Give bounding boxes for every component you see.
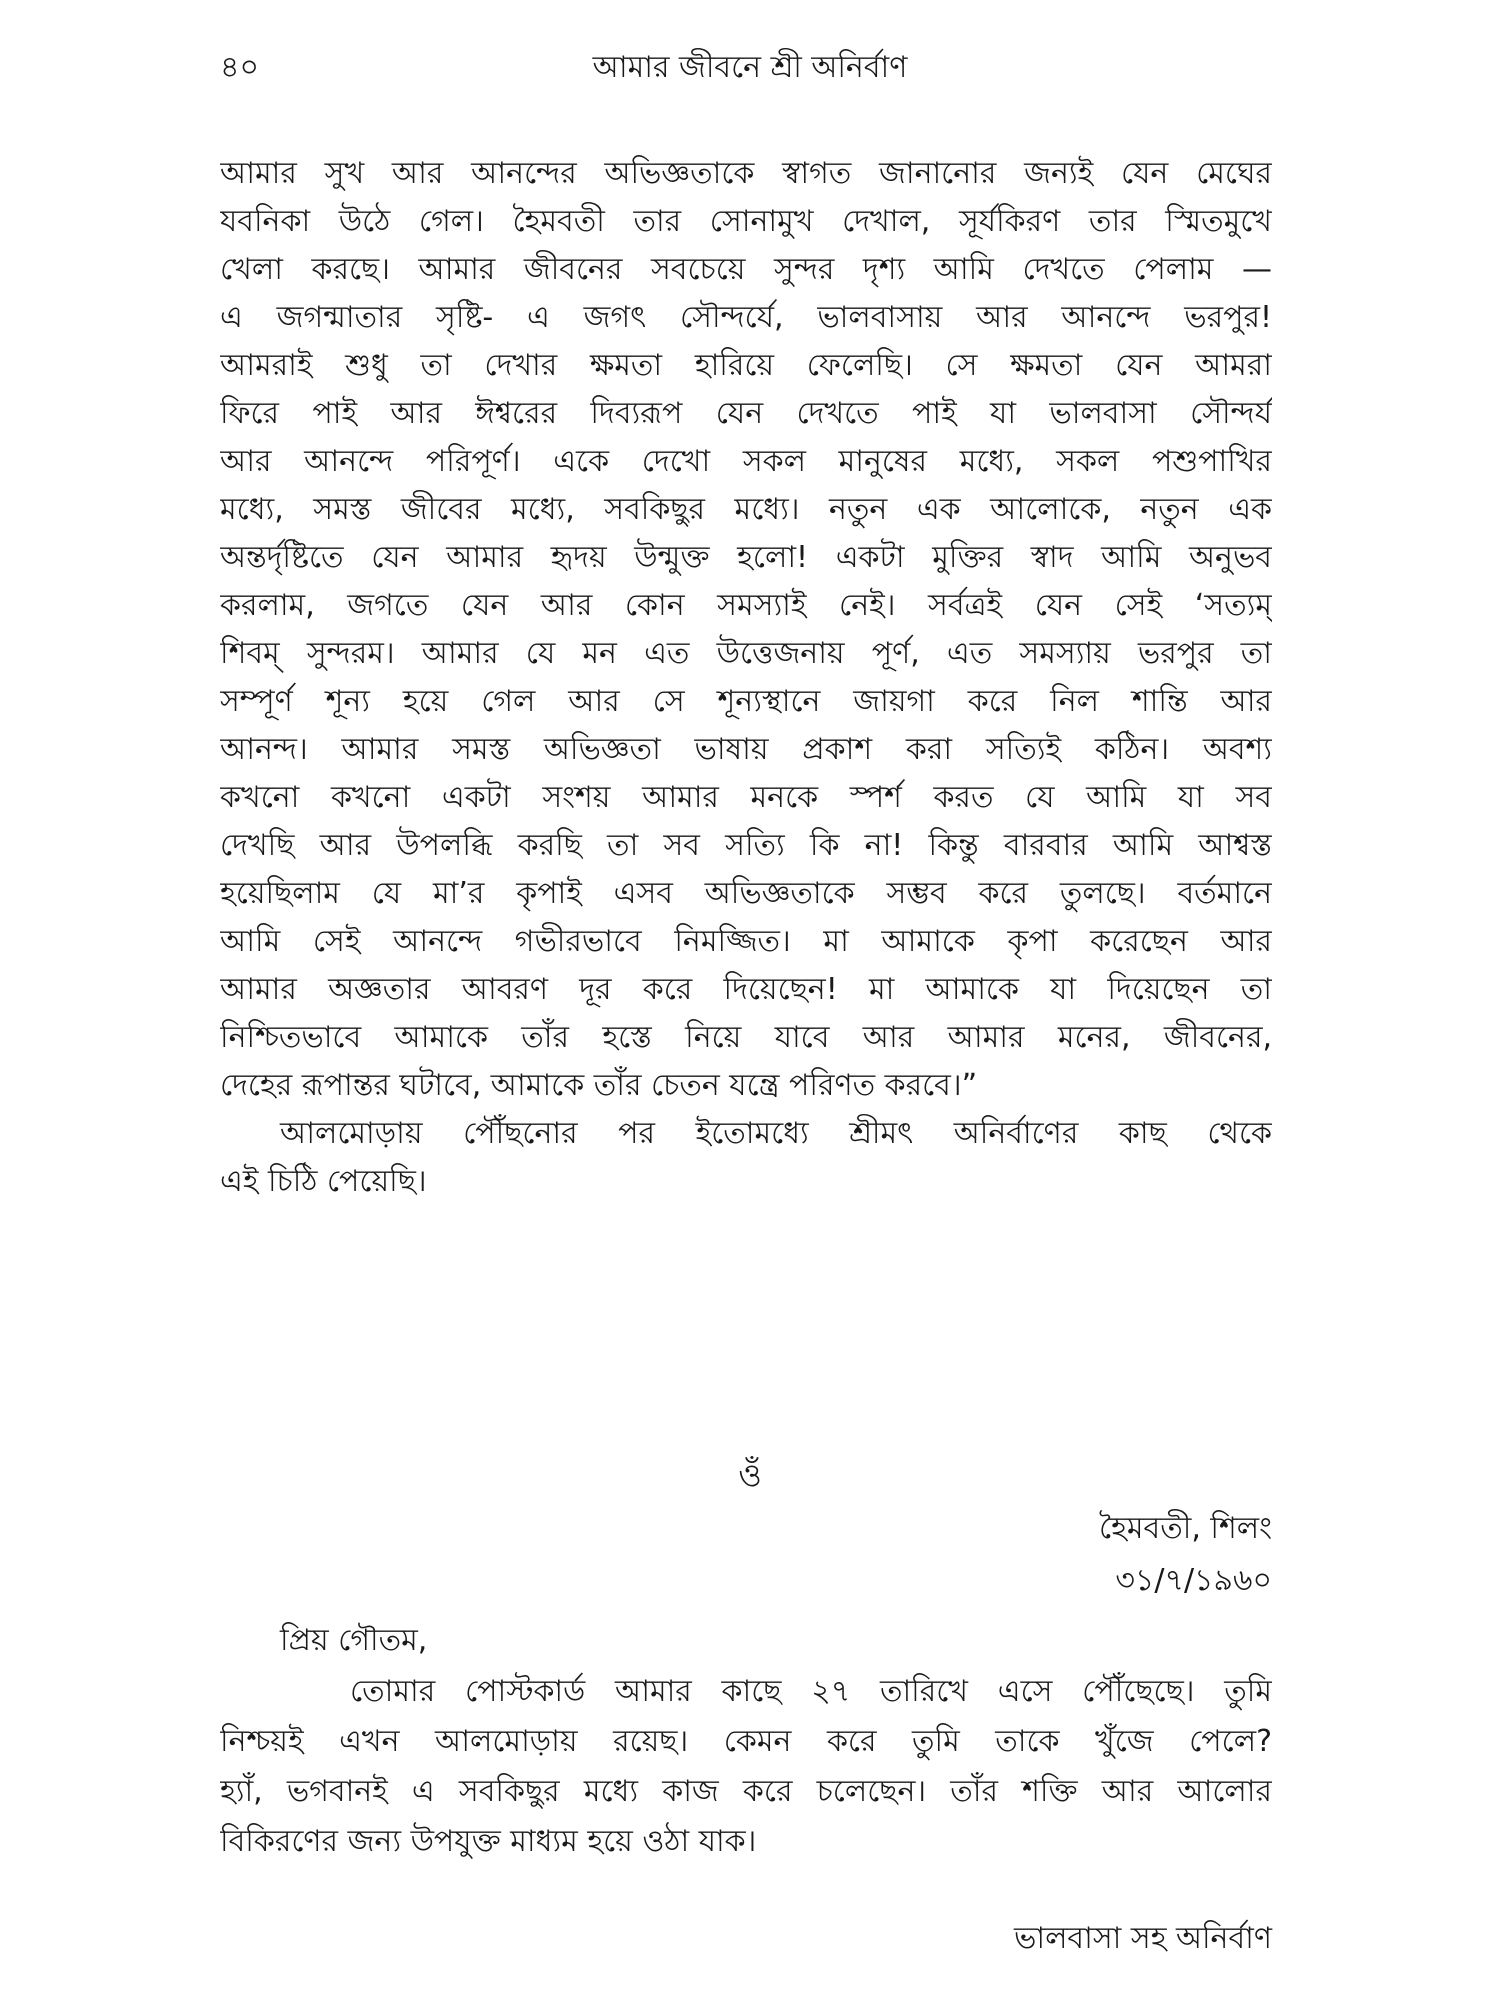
letter-date: ৩১/৭/১৯৬০ — [1115, 1563, 1272, 1598]
text-line: আমার সুখ আর আনন্দের অভিজ্ঞতাকে স্বাগত জানানোর জন্যই যেন মেঘের — [220, 156, 1272, 191]
text-line: ফিরে পাই আর ঈশ্বরের দিব্যরূপ যেন দেখতে পাই যা ভালবাসা সৌন্দর্য — [220, 396, 1272, 431]
text-line: আনন্দ। আমার সমস্ত অভিজ্ঞতা ভাষায় প্রকাশ করা সত্যিই কঠিন। অবশ্য — [220, 732, 1272, 767]
letter-line: তোমার পোস্টকার্ড আমার কাছে ২৭ তারিখে এসে পৌঁছেছে। তুমি — [350, 1674, 1272, 1709]
text-line: অন্তর্দৃষ্টিতে যেন আমার হৃদয় উন্মুক্ত হলো! একটা মুক্তির স্বাদ আমি অনুভব — [220, 540, 1272, 575]
letter-body — [220, 1615, 1272, 1867]
text-line: আলমোড়ায় পৌঁছনোর পর ইতোমধ্যে শ্রীমৎ অনির্বাণের কাছ থেকে — [280, 1116, 1272, 1151]
text-line: কখনো কখনো একটা সংশয় আমার মনকে স্পর্শ করত যে আমি যা সব — [220, 780, 1272, 815]
letter-line: নিশ্চয়ই এখন আলমোড়ায় রয়েছ। কেমন করে তুমি তাকে খুঁজে পেলে? — [220, 1724, 1272, 1759]
main-text — [220, 150, 1272, 1206]
text-line: দেহের রূপান্তর ঘটাবে, আমাকে তাঁর চেতন যন্ত্রে পরিণত করবে।” — [220, 1068, 978, 1103]
text-line: খেলা করছে। আমার জীবনের সবচেয়ে সুন্দর দৃশ্য আমি দেখতে পেলাম — — [220, 252, 1272, 287]
running-title: আমার জীবনে শ্রী অনির্বাণ — [592, 50, 908, 85]
page-number: ৪০ — [220, 50, 259, 85]
text-line: মধ্যে, সমস্ত জীবের মধ্যে, সবকিছুর মধ্যে। নতুন এক আলোকে, নতুন এক — [220, 492, 1272, 527]
text-line: নিশ্চিতভাবে আমাকে তাঁর হস্তে নিয়ে যাবে আর আমার মনের, জীবনের, — [220, 1020, 1272, 1055]
text-line: আমার অজ্ঞতার আবরণ দূর করে দিয়েছেন! মা আমাকে যা দিয়েছেন তা — [220, 972, 1272, 1007]
text-line: আর আনন্দে পরিপূর্ণ। একে দেখো সকল মানুষের মধ্যে, সকল পশুপাখির — [220, 444, 1272, 479]
text-line: দেখছি আর উপলব্ধি করছি তা সব সত্যি কি না! কিন্তু বারবার আমি আশ্বস্ত — [220, 828, 1272, 863]
text-line: আমি সেই আনন্দে গভীরভাবে নিমজ্জিত। মা আমাকে কৃপা করেছেন আর — [220, 924, 1272, 959]
text-line: এই চিঠি পেয়েছি। — [220, 1164, 427, 1199]
text-line: যবনিকা উঠে গেল। হৈমবতী তার সোনামুখ দেখাল, সূর্যকিরণ তার স্মিতমুখে — [220, 204, 1272, 239]
om-invocation: ওঁ — [738, 1456, 762, 1494]
letter-salutation: প্রিয় গৌতম, — [280, 1623, 428, 1658]
text-line: এ জগন্মাতার সৃষ্টি- এ জগৎ সৌন্দর্যে, ভালবাসায় আর আনন্দে ভরপুর! — [220, 300, 1272, 335]
letter-signoff: ভালবাসা সহ অনির্বাণ — [1014, 1921, 1272, 1956]
text-line: শিবম্ সুন্দরম। আমার যে মন এত উত্তেজনায় পূর্ণ, এত সমস্যায় ভরপুর তা — [220, 636, 1272, 671]
text-line: করলাম, জগতে যেন আর কোন সমস্যাই নেই। সর্বত্রই যেন সেই ‘সত্যম্ — [220, 588, 1272, 623]
letter-line: বিকিরণের জন্য উপযুক্ত মাধ্যম হয়ে ওঠা যাক। — [220, 1824, 757, 1859]
letter-place: হৈমবতী, শিলং — [1098, 1511, 1272, 1546]
text-line: সম্পূর্ণ শূন্য হয়ে গেল আর সে শূন্যস্থানে জায়গা করে নিল শান্তি আর — [220, 684, 1272, 719]
text-line: আমরাই শুধু তা দেখার ক্ষমতা হারিয়ে ফেলেছি। সে ক্ষমতা যেন আমরা — [220, 348, 1272, 383]
text-line: হয়েছিলাম যে মা’র কৃপাই এসব অভিজ্ঞতাকে সম্ভব করে তুলছে। বর্তমানে — [220, 876, 1272, 911]
letter-line: হ্যাঁ, ভগবানই এ সবকিছুর মধ্যে কাজ করে চলেছেন। তাঁর শক্তি আর আলোর — [220, 1774, 1272, 1809]
